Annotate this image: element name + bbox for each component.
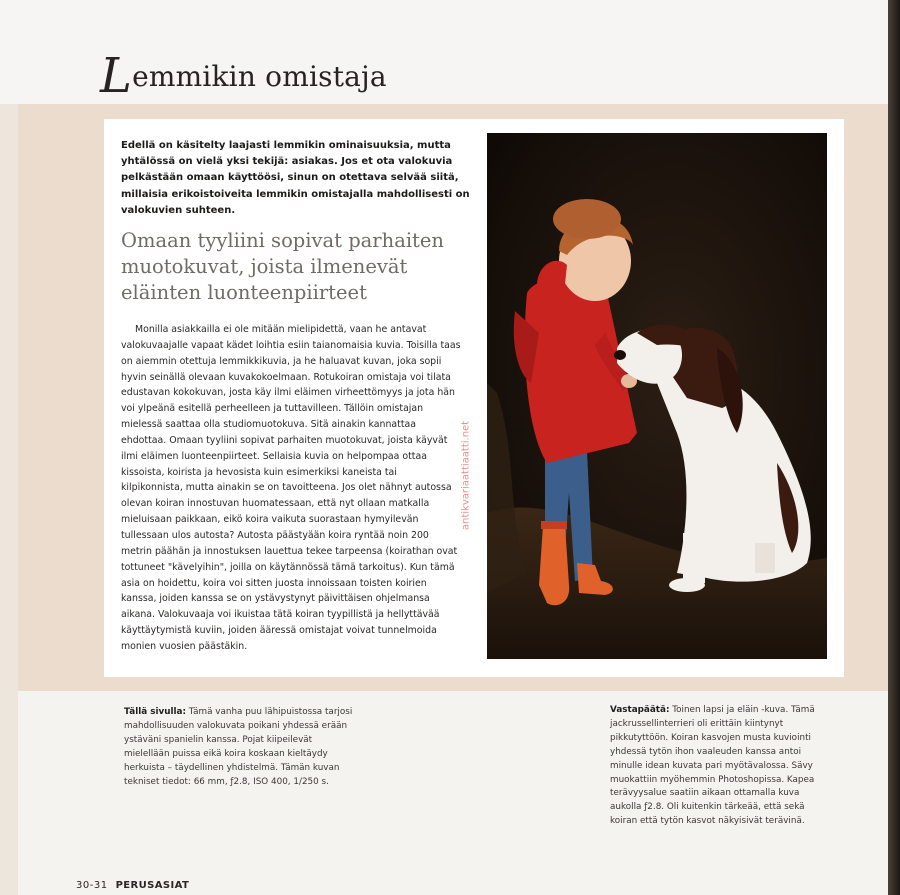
caption-this-page-text: Tämä vanha puu lähipuistossa tarjosi mahdollisuuden valokuvata poikani yhdessä erään ystäväni spanielin kanssa. Pojat kiipeilevät mielellään puissa eikä koira koskaan kieltäydy herkuista – täydellinen yhdistelmä. Tämän kuvan tekniset tiedot: 66 mm, ƒ2.8, ISO 400, 1/250 s. bbox=[124, 707, 353, 787]
photo-illustration bbox=[487, 133, 827, 659]
page-left-margin bbox=[0, 104, 18, 895]
article-headline: Omaan tyyliini sopivat parhaiten muotokuvat, joista ilmenevät eläinten luonteenpiirteet bbox=[121, 229, 444, 304]
body-paragraph: Monilla asiakkailla ei ole mitään mielipidettä, vaan he antavat valokuvaajalle vapaat kädet loihtia esiin taianomaisia kuvia. Toisilla taas on aiemmin otettuja lemmikkikuvia, ja he haluavat kuvan, joka sopii hyvin seinällä olevaan kuvakokoelmaan. Rotukoiran omistaja voi tilata edustavan kokokuvan, josta käy ilmi eläimen virheettömyys ja jota hän voi ylpeänä esitellä perheelleen ja tuttavilleen. Tällöin omistajan mielessä saattaa olla studiomuotokuva. Sitä ainakin kannattaa ehdottaa. Omaan tyyliini sopivat parhaiten muotokuvat, joista käyvät ilmi eläimen luonteenpiirteet. Sellaisia kuvia on helpompaa ottaa kissoista, koirista ja hevosista kuin esimerkiksi kaneista tai kilpikonnista, mutta ainakin se on tavoitteena. Jos olet nähnyt autossa olevan koiran innostuvan huomatessaan, että nyt ollaan matkalla mieluisaan paikkaan, eikö koira vaikuta suorastaan hymyilevän tullessaan ulos autosta? Autosta päästyään koira ryntää noin 200 metrin päähän ja innostuksen lauettua tekee tarpeensa (koirathan ovat tottuneet "kävelyihin", joilla on käytännössä tämä tarkoitus). Kun tämä asia on hoidettu, koira voi sitten juosta innoissaan toisten koirien kanssa, joiden kanssa se on ystävystynyt päivittäisen ohjelmansa aikana. Valokuvaaja voi ikuistaa tätä koiran tyypillistä ja hellyttävää käyttäytymistä kuviin, joiden ääressä omistajat voivat tunnelmoida monien vuosien päästäkin. bbox=[121, 324, 461, 652]
page-numbers: 30-31 bbox=[76, 880, 108, 891]
title-initial: L bbox=[100, 48, 133, 104]
section-name: PERUSASIAT bbox=[115, 880, 190, 891]
title-rest: emmikin omistaja bbox=[132, 60, 387, 93]
page-footer bbox=[76, 880, 189, 891]
caption-opposite-page-lead: Vastapäätä: bbox=[610, 705, 670, 715]
intro-paragraph: Edellä on käsitelty laajasti lemmikin ominaisuuksia, mutta yhtälössä on vielä yksi tekijä: asiakas. Jos et ota valokuvia pelkästään omaan käyttöösi, sinun on otettava selvää siitä, millaisia erikoistoiveita lemmikin omistajalla mahdollisesti on valokuvien suhteen. bbox=[121, 140, 470, 216]
caption-opposite-page bbox=[610, 704, 832, 829]
caption-opposite-page-text: Toinen lapsi ja eläin -kuva. Tämä jackrussellinterrieri oli erittäin kiintynyt pikkutyttöön. Koiran kasvojen musta kuviointi yhdessä tytön ihon vaaleuden kanssa antoi minulle idean kuvata pari myötävalossa. Sävy muokattiin myöhemmin Photoshopissa. Kapea terävyysalue saatiin aikaan ottamalla kuva aukolla ƒ2.8. Oli kuitenkin tärkeää, että sekä koiran että tytön kasvot näkyisivät terävinä. bbox=[610, 705, 815, 827]
boy-and-spaniel-photo bbox=[487, 133, 827, 659]
caption-this-page-lead: Tällä sivulla: bbox=[124, 707, 186, 717]
watermark: antikvariaattiaatti.net bbox=[460, 420, 472, 531]
book-spine-edge bbox=[888, 0, 900, 895]
caption-this-page bbox=[124, 706, 354, 789]
page-title bbox=[100, 48, 387, 104]
